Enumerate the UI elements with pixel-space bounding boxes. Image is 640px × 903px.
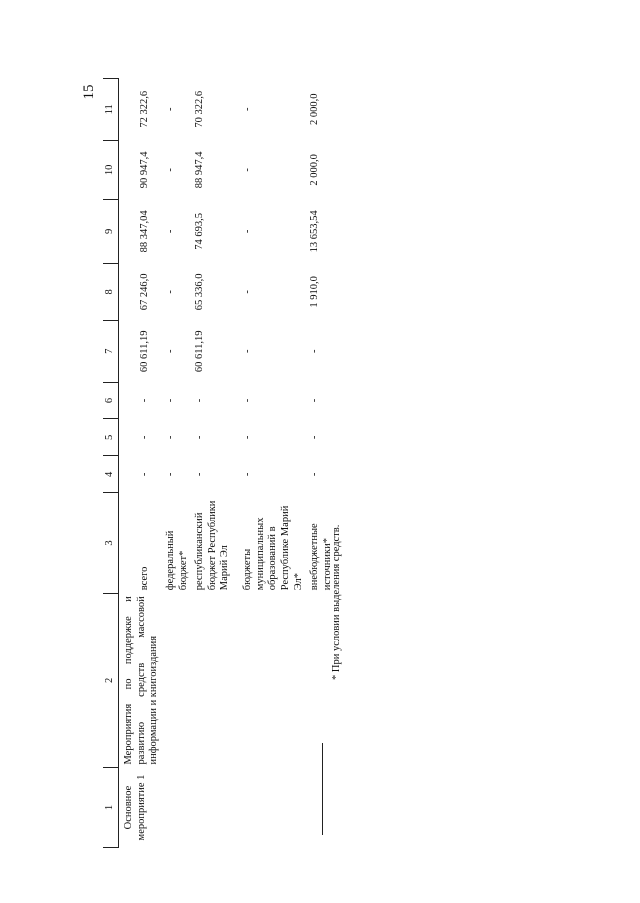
value-cell: -	[139, 398, 150, 403]
value-cell: -	[139, 435, 150, 440]
value-cell: -	[242, 349, 254, 354]
value-cell: 88 347,04	[139, 210, 150, 253]
source-cell: внебюджетные источники*	[309, 523, 333, 591]
col-header-2: 2	[103, 593, 119, 767]
value-cell: -	[194, 398, 206, 403]
value-cell: 2 000,0	[309, 154, 321, 186]
header-row	[103, 79, 119, 848]
value-cell: -	[165, 290, 176, 294]
value-cell: -	[309, 398, 321, 403]
value-cell: -	[309, 435, 321, 440]
value-cell: 13 653,54	[309, 210, 321, 253]
value-cell: -	[165, 398, 176, 403]
col-header-11: 11	[103, 79, 119, 141]
footnote: * При условии выделения средств.	[331, 524, 342, 680]
value-cell: -	[165, 349, 176, 354]
budget-table	[103, 78, 349, 848]
page-number: 15	[81, 84, 97, 100]
source-cell: федеральный бюджет*	[165, 530, 189, 591]
col-header-1: 1	[103, 768, 119, 848]
value-cell: 1 910,0	[309, 276, 321, 308]
value-cell: -	[242, 472, 254, 477]
value-cell: -	[242, 168, 254, 172]
value-cell: -	[165, 435, 176, 440]
footnote-divider	[322, 743, 323, 835]
value-cell: -	[242, 290, 254, 294]
value-cell: 72 322,6	[139, 90, 150, 128]
col-header-9: 9	[103, 200, 119, 264]
value-cell: -	[139, 472, 150, 477]
value-cell: 65 336,0	[194, 273, 206, 311]
source-cell: республиканский бюджет Республики Марий Эл	[194, 500, 231, 591]
value-cell: 90 947,4	[139, 151, 150, 189]
value-cell: -	[242, 229, 254, 234]
col-header-7: 7	[103, 321, 119, 383]
value-cell: -	[309, 472, 321, 477]
source-cell: бюджеты муниципальных образований в Республике Марий Эл*	[242, 505, 304, 591]
col-header-3: 3	[103, 493, 119, 593]
col-header-10: 10	[103, 140, 119, 199]
col-header-6: 6	[103, 382, 119, 419]
value-cell: 88 947,4	[194, 151, 206, 189]
value-cell: -	[194, 472, 206, 477]
value-cell: 70 322,6	[194, 90, 206, 128]
value-cell: -	[309, 349, 321, 354]
col-header-5: 5	[103, 419, 119, 456]
value-cell: -	[165, 229, 176, 234]
value-cell: -	[165, 472, 176, 477]
value-cell: -	[165, 107, 176, 112]
value-cell: -	[242, 398, 254, 403]
value-cell: 2 000,0	[309, 93, 321, 126]
stage-cell: Основное мероприятие 1	[123, 774, 147, 841]
source-cell: всего	[139, 566, 150, 591]
value-cell: -	[165, 168, 176, 172]
value-cell: 60 611,19	[139, 330, 150, 373]
value-cell: -	[242, 107, 254, 112]
rotated-table-container	[103, 78, 333, 848]
value-cell: -	[242, 435, 254, 440]
value-cell: -	[194, 435, 206, 440]
col-header-8: 8	[103, 263, 119, 320]
col-header-4: 4	[103, 456, 119, 493]
event-cell: Мероприятия по поддержке и развитию средств массовой информации и книгоиздания	[123, 596, 160, 765]
value-cell: 74 693,5	[194, 212, 206, 250]
value-cell: 60 611,19	[194, 330, 206, 373]
value-cell: 67 246,0	[139, 273, 150, 311]
table-row	[119, 79, 162, 848]
